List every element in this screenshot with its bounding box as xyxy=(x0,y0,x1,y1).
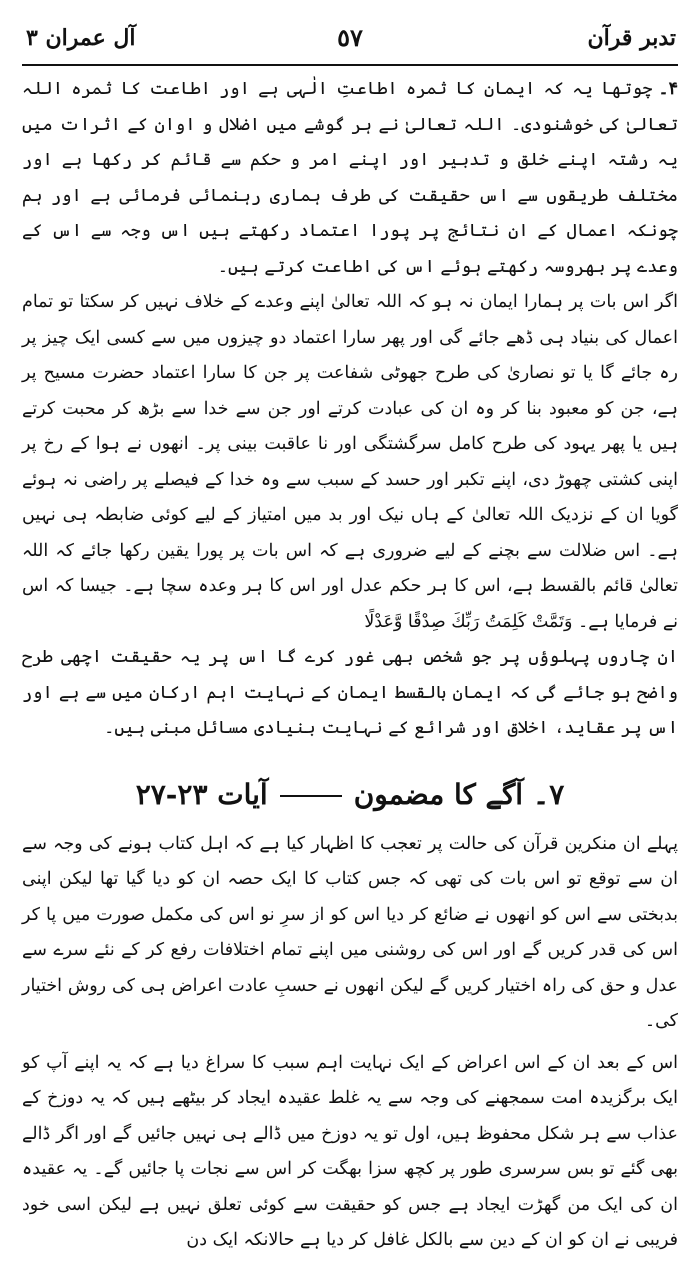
paragraph xyxy=(22,640,678,747)
paragraph xyxy=(22,72,678,285)
paragraph-text: اس کے بعد ان کے اس اعراض کے ایک نہایت اہم سبب کا سراغ دیا ہے کہ یہ اپنے آپ کو ایک برگزیدہ امت سمجھنے کی وجہ سے یہ غلط عقیدہ ایجاد کر بیٹھے ہیں کہ یہ دوزخ کے عذاب سے ہر شکل محفوظ ہیں، اول تو یہ دوزخ میں ڈالے ہی نہیں جائیں گے اور اگر ڈالے بھی گئے تو بس سرسری طور پر کچھ سزا بھگت کر اس سے نجات پا جائیں گے۔ یہ عقیدہ ان کی ایک من گھڑت ایجاد ہے جس کو حقیقت سے کوئی تعلق نہیں ہے لیکن اسی خود فریبی نے ان کو ان کے دین سے بالکل غافل کر دیا ہے حالانکہ ایک دن xyxy=(22,1052,678,1250)
section-heading xyxy=(22,773,678,817)
page-number: ٥٧ xyxy=(337,23,363,52)
paragraph xyxy=(22,285,678,640)
surah-name: آل عمران ٣ xyxy=(26,25,136,51)
paragraph xyxy=(22,827,678,1040)
paragraph xyxy=(22,1046,678,1259)
section-verses: آیات ۲۳-۲۷ xyxy=(135,777,268,811)
section-title: ۷۔ آگے کا مضمون xyxy=(353,777,565,811)
paragraph-text: اگر اس بات پر ہمارا ایمان نہ ہو کہ اللہ تعالیٰ اپنے وعدے کے خلاف نہیں کر سکتا تو تمام اعمال کی بنیاد ہی ڈھے جائے گی اور پھر سارا اعتماد دو چیزوں میں سے کسی ایک چیز پر رہ جائے گا یا تو نصاریٰ کی طرح جھوٹی شفاعت پر جن کا سارا اعتماد حضرت مسیح پر ہے، جن کو معبود بنا کر وہ ان کی عبادت کرتے اور جن سے خدا سے بڑھ کر محبت کرتے ہیں یا پھر یہود کی طرح کامل سرگشتگی اور نا عاقبت بینی پر۔ انھوں نے ہوا کے رخ پر اپنی کشتی چھوڑ دی، اپنے تکبر اور حسد کے سبب سے وہ خدا کے فیصلے پر راضی نہ ہوئے گویا ان کے نزدیک اللہ تعالیٰ کے ہاں نیک اور بد میں امتیاز کے لیے کوئی ضابطہ ہی نہیں ہے۔ اس ضلالت سے بچنے کے لیے ضروری ہے کہ اس بات پر پورا یقین رکھا جائے کہ اللہ تعالیٰ قائم بالقسط ہے، اس کا ہر حکم عدل اور اس کا ہر وعدہ سچا ہے۔ جیسا کہ اس نے فرمایا ہے۔ وَتَمَّتْ كَلِمَتُ رَبِّكَ صِدْقًا وَّعَدْلًا xyxy=(22,292,678,632)
book-title: تدبر قرآن xyxy=(587,25,676,51)
heading-dash xyxy=(280,795,342,797)
point-number: ۴۔ xyxy=(658,79,678,99)
running-header xyxy=(22,18,678,66)
paragraph-text: ان چاروں پہلوؤں پر جو شخص بھی غور کرے گا اس پر یہ حقیقت اچھی طرح واضح ہو جائے گی کہ ایمان بالقسط ایمان کے نہایت اہم ارکان میں سے ہے اور اس پر عقاید، اخلاق اور شرائع کے نہایت بنیادی مسائل مبنی ہیں۔ xyxy=(22,647,678,738)
paragraph-text: چوتھا یہ کہ ایمان کا ثمرہ اطاعتِ الٰہی ہے اور اطاعت کا ثمرہ اللہ تعالیٰ کی خوشنودی۔ اللہ تعالیٰ نے ہر گوشے میں اضلال و اوان کے اثرات میں یہ رشتہ اپنے خلق و تدبیر اور اپنے امر و حکم سے قائم کر رکھا ہے اور مختلف طریقوں سے اس حقیقت کی طرف ہماری رہنمائی فرمائی ہے اور ہم چونکہ اعمال کے ان نتائج پر پورا اعتماد رکھتے ہیں اس وجہ سے اس کے وعدے پر بھروسہ رکھتے ہوئے اس کی اطاعت کرتے ہیں۔ xyxy=(22,79,678,277)
paragraph-text: پہلے ان منکرین قرآن کی حالت پر تعجب کا اظہار کیا ہے کہ اہل کتاب ہونے کی وجہ سے ان سے توقع تو اس بات کی تھی کہ جس کتاب کا ایک حصہ ان کو دیا گیا تھا لیکن اپنی بدبختی سے اس کو انھوں نے ضائع کر دیا اس کو از سرِ نو اس کی مکمل صورت میں پا کر اس کی قدر کریں گے اور اس کی روشنی میں اپنے تمام اختلافات رفع کر کے نئے سرے سے عدل و حق کی راہ اختیار کریں گے لیکن انھوں نے حسبِ عادت اعراض ہی کی روش اختیار کی۔ xyxy=(22,833,678,1031)
